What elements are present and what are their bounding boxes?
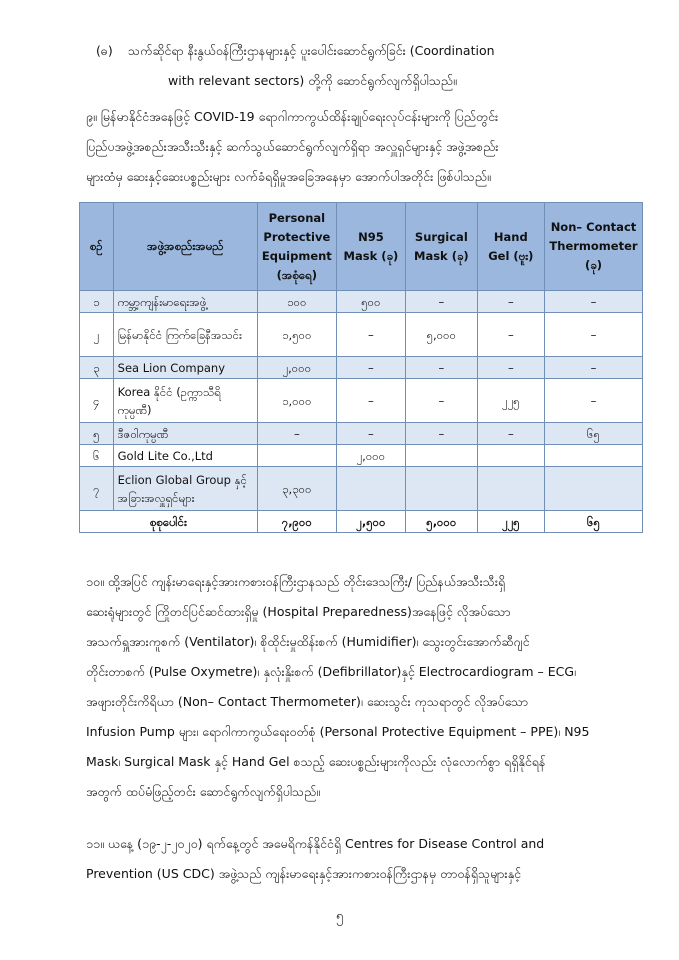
surgical-value: – (406, 291, 478, 313)
ppe-value: ၁,၅၀၀ (257, 313, 336, 357)
gel-value: – (477, 291, 544, 313)
ppe-value: ၁,၀၀၀ (257, 379, 336, 423)
surgical-value: – (406, 423, 478, 445)
paragraph-line: ၉။ မြန်မာနိုင်ငံအနေဖြင့် COVID-19 ရောဂါကာကွယ်ထိန်းချုပ်ရေးလုပ်ငန်းများကို ပြည်တွင်း (86, 109, 499, 124)
organization-name: ကမ္ဘာ့ကျန်းမာရေးအဖွဲ့ (113, 291, 257, 313)
surgical-total: ၅,၀၀၀ (406, 511, 478, 533)
thermometer-value: – (544, 313, 642, 357)
table-row (80, 467, 643, 511)
organization-name: မြန်မာနိုင်ငံ ကြက်ခြေနီအသင်း (113, 313, 257, 357)
item-c-marker-wrap (96, 36, 113, 66)
donations-table (79, 202, 643, 533)
table-row (80, 357, 643, 379)
n95-total: ၂,၅၀၀ (336, 511, 405, 533)
surgical-value: – (406, 357, 478, 379)
row-number: ၂ (80, 313, 114, 357)
n95-value: – (336, 423, 405, 445)
organization-name: ဒီဇဝါကုမ္ပဏီ (113, 423, 257, 445)
thermometer-value: – (544, 379, 642, 423)
paragraph-line: အဖျားတိုင်းကိရိယာ (Non– Contact Thermometer)၊ ဆေးသွင်း ကုသရာတွင် လိုအပ်သော (86, 694, 529, 709)
paragraph-line: ၁၀။ ထို့အပြင် ကျန်းမာရေးနှင့်အားကစားဝန်ကြီးဌာနသည် တိုင်းဒေသကြီး/ ပြည်နယ်အသီးသီးရှိ (86, 574, 506, 589)
item-c-marker: (ဓ) (96, 43, 113, 58)
paragraph-10 (86, 567, 638, 807)
column-header: စဉ် (80, 203, 114, 291)
organization-name: Eclion Global Group နှင့်အခြားအလှူရှင်များ (113, 467, 257, 511)
row-number: ၄ (80, 379, 114, 423)
thermometer-value (544, 467, 642, 511)
thermometer-total: ၆၅ (544, 511, 642, 533)
paragraph-line: Mask၊ Surgical Mask နှင့် Hand Gel စသည့် ဆေးပစ္စည်းများကိုလည်း လုံလောက်စွာ ရရှိနိုင်ရန် (86, 754, 546, 769)
row-number: ၃ (80, 357, 114, 379)
gel-value (477, 467, 544, 511)
ppe-value: – (257, 423, 336, 445)
table-row (80, 379, 643, 423)
table-row (80, 291, 643, 313)
page-number: ၅ (335, 909, 344, 924)
item-c-paragraph (128, 36, 639, 66)
row-number: ၁ (80, 291, 114, 313)
item-c-line-2: with relevant sectors) တို့ကို ဆောင်ရွက်လျက်ရှိပါသည်။ (168, 73, 457, 88)
total-row (80, 511, 643, 533)
n95-value: – (336, 313, 405, 357)
total-label: စုစုပေါင်း (80, 511, 258, 533)
row-number: ၆ (80, 445, 114, 467)
ppe-value: ၁၀၀ (257, 291, 336, 313)
column-header: N95 Mask (ခု) (336, 203, 405, 291)
column-header: Surgical Mask (ခု) (406, 203, 478, 291)
n95-value: – (336, 379, 405, 423)
row-number: ၇ (80, 467, 114, 511)
n95-value: ၂,၀၀၀ (336, 445, 405, 467)
n95-value (336, 467, 405, 511)
paragraph-line: ၁၁။ ယနေ့ (၁၉-၂-၂၀၂၀) ရက်နေ့တွင် အမေရိကန်နိုင်ငံရှိ Centres for Disease Control and (86, 836, 545, 851)
table-row (80, 445, 643, 467)
paragraph-line: Prevention (US CDC) အဖွဲ့သည် ကျန်းမာရေးနှင့်အားကစားဝန်ကြီးဌာနမှ တာဝန်ရှိသူများနှင့် (86, 866, 521, 881)
surgical-value: – (406, 379, 478, 423)
paragraph-line: ပြည်ပအဖွဲ့အစည်းအသီးသီးနှင့် ဆက်သွယ်ဆောင်ရွက်လျက်ရှိရာ အလှူရှင်များနှင့် အဖွဲ့အစည်း (86, 139, 499, 154)
thermometer-value (544, 445, 642, 467)
gel-value: – (477, 357, 544, 379)
thermometer-value: – (544, 291, 642, 313)
paragraph-line: အသက်ရှူအားကူစက် (Ventilator)၊ စိုထိုင်းမှုထိန်းစက် (Humidifier)၊ သွေးတွင်းအောက်ဆီဂျင် (86, 634, 530, 649)
ppe-value: ၃,၃၀၀ (257, 467, 336, 511)
item-c-line-1: သက်ဆိုင်ရာ နီးနွယ်ဝန်ကြီးဌာနများနှင့် ပူးပေါင်းဆောင်ရွက်ခြင်း (Coordination (128, 43, 495, 58)
row-number: ၅ (80, 423, 114, 445)
paragraph-line: အတွက် ထပ်မံဖြည့်တင်း ဆောင်ရွက်လျက်ရှိပါသည်။ (86, 784, 320, 799)
table-row (80, 423, 643, 445)
paragraph-11 (86, 829, 638, 889)
n95-value: – (336, 357, 405, 379)
paragraph-line: Infusion Pump များ၊ ရောဂါကာကွယ်ရေးဝတ်စုံ (Personal Protective Equipment – PPE)၊ N95 (86, 724, 590, 739)
ppe-value: ၂,၀၀၀ (257, 357, 336, 379)
organization-name: Korea နိုင်ငံ (ဥက္ကာသီရိကုမ္ပဏီ) (113, 379, 257, 423)
ppe-total: ၇,၉၀၀ (257, 511, 336, 533)
paragraph-line: တိုင်းတာစက် (Pulse Oxymetre)၊ နှလုံးနှိုးစက် (Defibrillator)နှင့် Electrocardiogram – ECG၊ (86, 664, 576, 679)
column-header: Hand Gel (ဗူး) (477, 203, 544, 291)
item-c-line-2-wrap (168, 66, 457, 96)
table-row (80, 313, 643, 357)
surgical-value: ၅,၀၀၀ (406, 313, 478, 357)
column-header: အဖွဲ့အစည်းအမည် (113, 203, 257, 291)
surgical-value (406, 445, 478, 467)
paragraph-9 (86, 102, 638, 192)
gel-value (477, 445, 544, 467)
gel-total: ၂၂၅ (477, 511, 544, 533)
surgical-value (406, 467, 478, 511)
organization-name: Gold Lite Co.,Ltd (113, 445, 257, 467)
gel-value: – (477, 423, 544, 445)
table-header-row (80, 203, 643, 291)
organization-name: Sea Lion Company (113, 357, 257, 379)
gel-value: ၂၂၅ (477, 379, 544, 423)
thermometer-value: ၆၅ (544, 423, 642, 445)
thermometer-value: – (544, 357, 642, 379)
column-header: Non– Contact Thermometer (ခု) (544, 203, 642, 291)
paragraph-line: ဆေးရုံများတွင် ကြိုတင်ပြင်ဆင်ထားရှိမှု (Hospital Preparedness)အနေဖြင့် လိုအပ်သော (86, 604, 511, 619)
column-header: Personal Protective Equipment (အစုံရေ) (257, 203, 336, 291)
ppe-value (257, 445, 336, 467)
paragraph-line: များထံမှ ဆေးနှင့်ဆေးပစ္စည်းများ လက်ခံရရှိမှုအခြေအနေမှာ အောက်ပါအတိုင်း ဖြစ်ပါသည်။ (86, 169, 491, 184)
gel-value: – (477, 313, 544, 357)
n95-value: ၅၀၀ (336, 291, 405, 313)
